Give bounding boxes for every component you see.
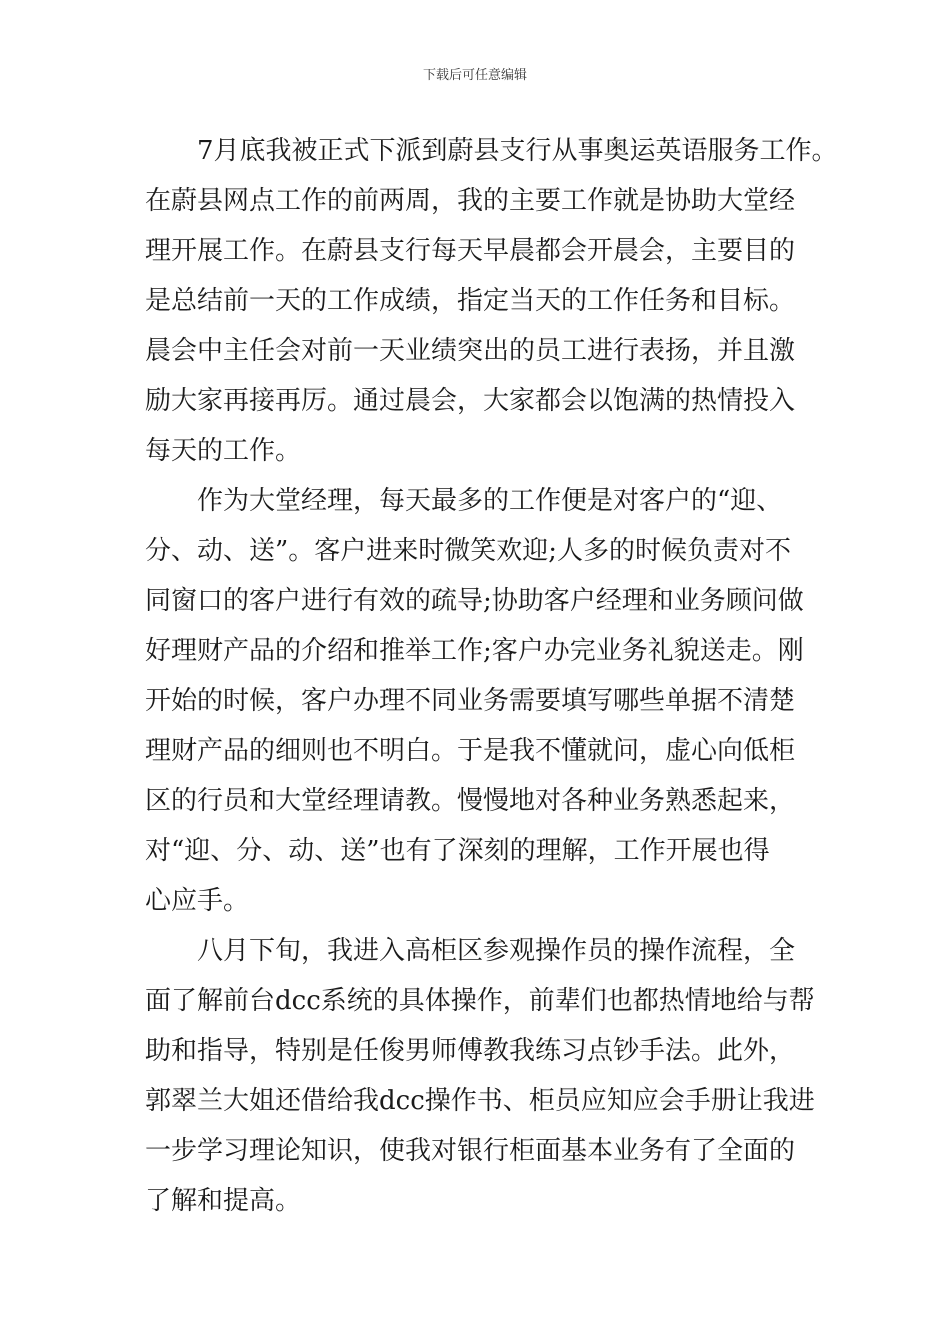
paragraph-2-line-7: 区的行员和大堂经理请教。慢慢地对各种业务熟悉起来， <box>145 786 796 816</box>
paragraph-2-line-9: 心应手。 <box>145 886 250 916</box>
paragraph-2-line-3: 同窗口的客户进行有效的疏导;协助客户经理和业务顾问做 <box>145 586 804 616</box>
paragraph-2-line-6: 理财产品的细则也不明白。于是我不懂就问，虚心向低柜 <box>145 736 796 766</box>
paragraph-1-line-2: 在蔚县网点工作的前两周，我的主要工作就是协助大堂经 <box>145 186 796 216</box>
paragraph-2-line-4: 好理财产品的介绍和推举工作;客户办完业务礼貌送走。刚 <box>145 636 804 666</box>
paragraph-2-line-8: 对“迎、分、动、送”也有了深刻的理解，工作开展也得 <box>145 836 770 866</box>
page-header: 下载后可任意编辑 <box>422 68 527 83</box>
paragraph-1-line-7: 每天的工作。 <box>145 436 302 466</box>
paragraph-2-line-1: 作为大堂经理，每天最多的工作便是对客户的“迎、 <box>197 486 783 516</box>
paragraph-3-line-4: 郭翠兰大姐还借给我dcc操作书、柜员应知应会手册让我进 <box>145 1086 815 1116</box>
paragraph-3-line-3: 助和指导，特别是任俊男师傅教我练习点钞手法。此外， <box>145 1036 796 1066</box>
paragraph-2-line-5: 开始的时候，客户办理不同业务需要填写哪些单据不清楚 <box>145 686 796 716</box>
paragraph-1-line-4: 是总结前一天的工作成绩，指定当天的工作任务和目标。 <box>145 286 796 316</box>
paragraph-2-line-2: 分、动、送”。客户进来时微笑欢迎;人多的时候负责对不 <box>145 536 792 566</box>
paragraph-1-line-3: 理开展工作。在蔚县支行每天早晨都会开晨会，主要目的 <box>145 236 796 266</box>
paragraph-1-line-1: 7月底我被正式下派到蔚县支行从事奥运英语服务工作。 <box>197 136 838 166</box>
paragraph-1-line-5: 晨会中主任会对前一天业绩突出的员工进行表扬，并且激 <box>145 336 796 366</box>
paragraph-3-line-5: 一步学习理论知识，使我对银行柜面基本业务有了全面的 <box>145 1136 796 1166</box>
paragraph-3-line-2: 面了解前台dcc系统的具体操作，前辈们也都热情地给与帮 <box>145 986 815 1016</box>
paragraph-1-line-6: 励大家再接再厉。通过晨会，大家都会以饱满的热情投入 <box>145 386 796 416</box>
paragraph-3-line-6: 了解和提高。 <box>145 1186 302 1216</box>
paragraph-3-line-1: 八月下旬，我进入高柜区参观操作员的操作流程，全 <box>197 936 796 966</box>
